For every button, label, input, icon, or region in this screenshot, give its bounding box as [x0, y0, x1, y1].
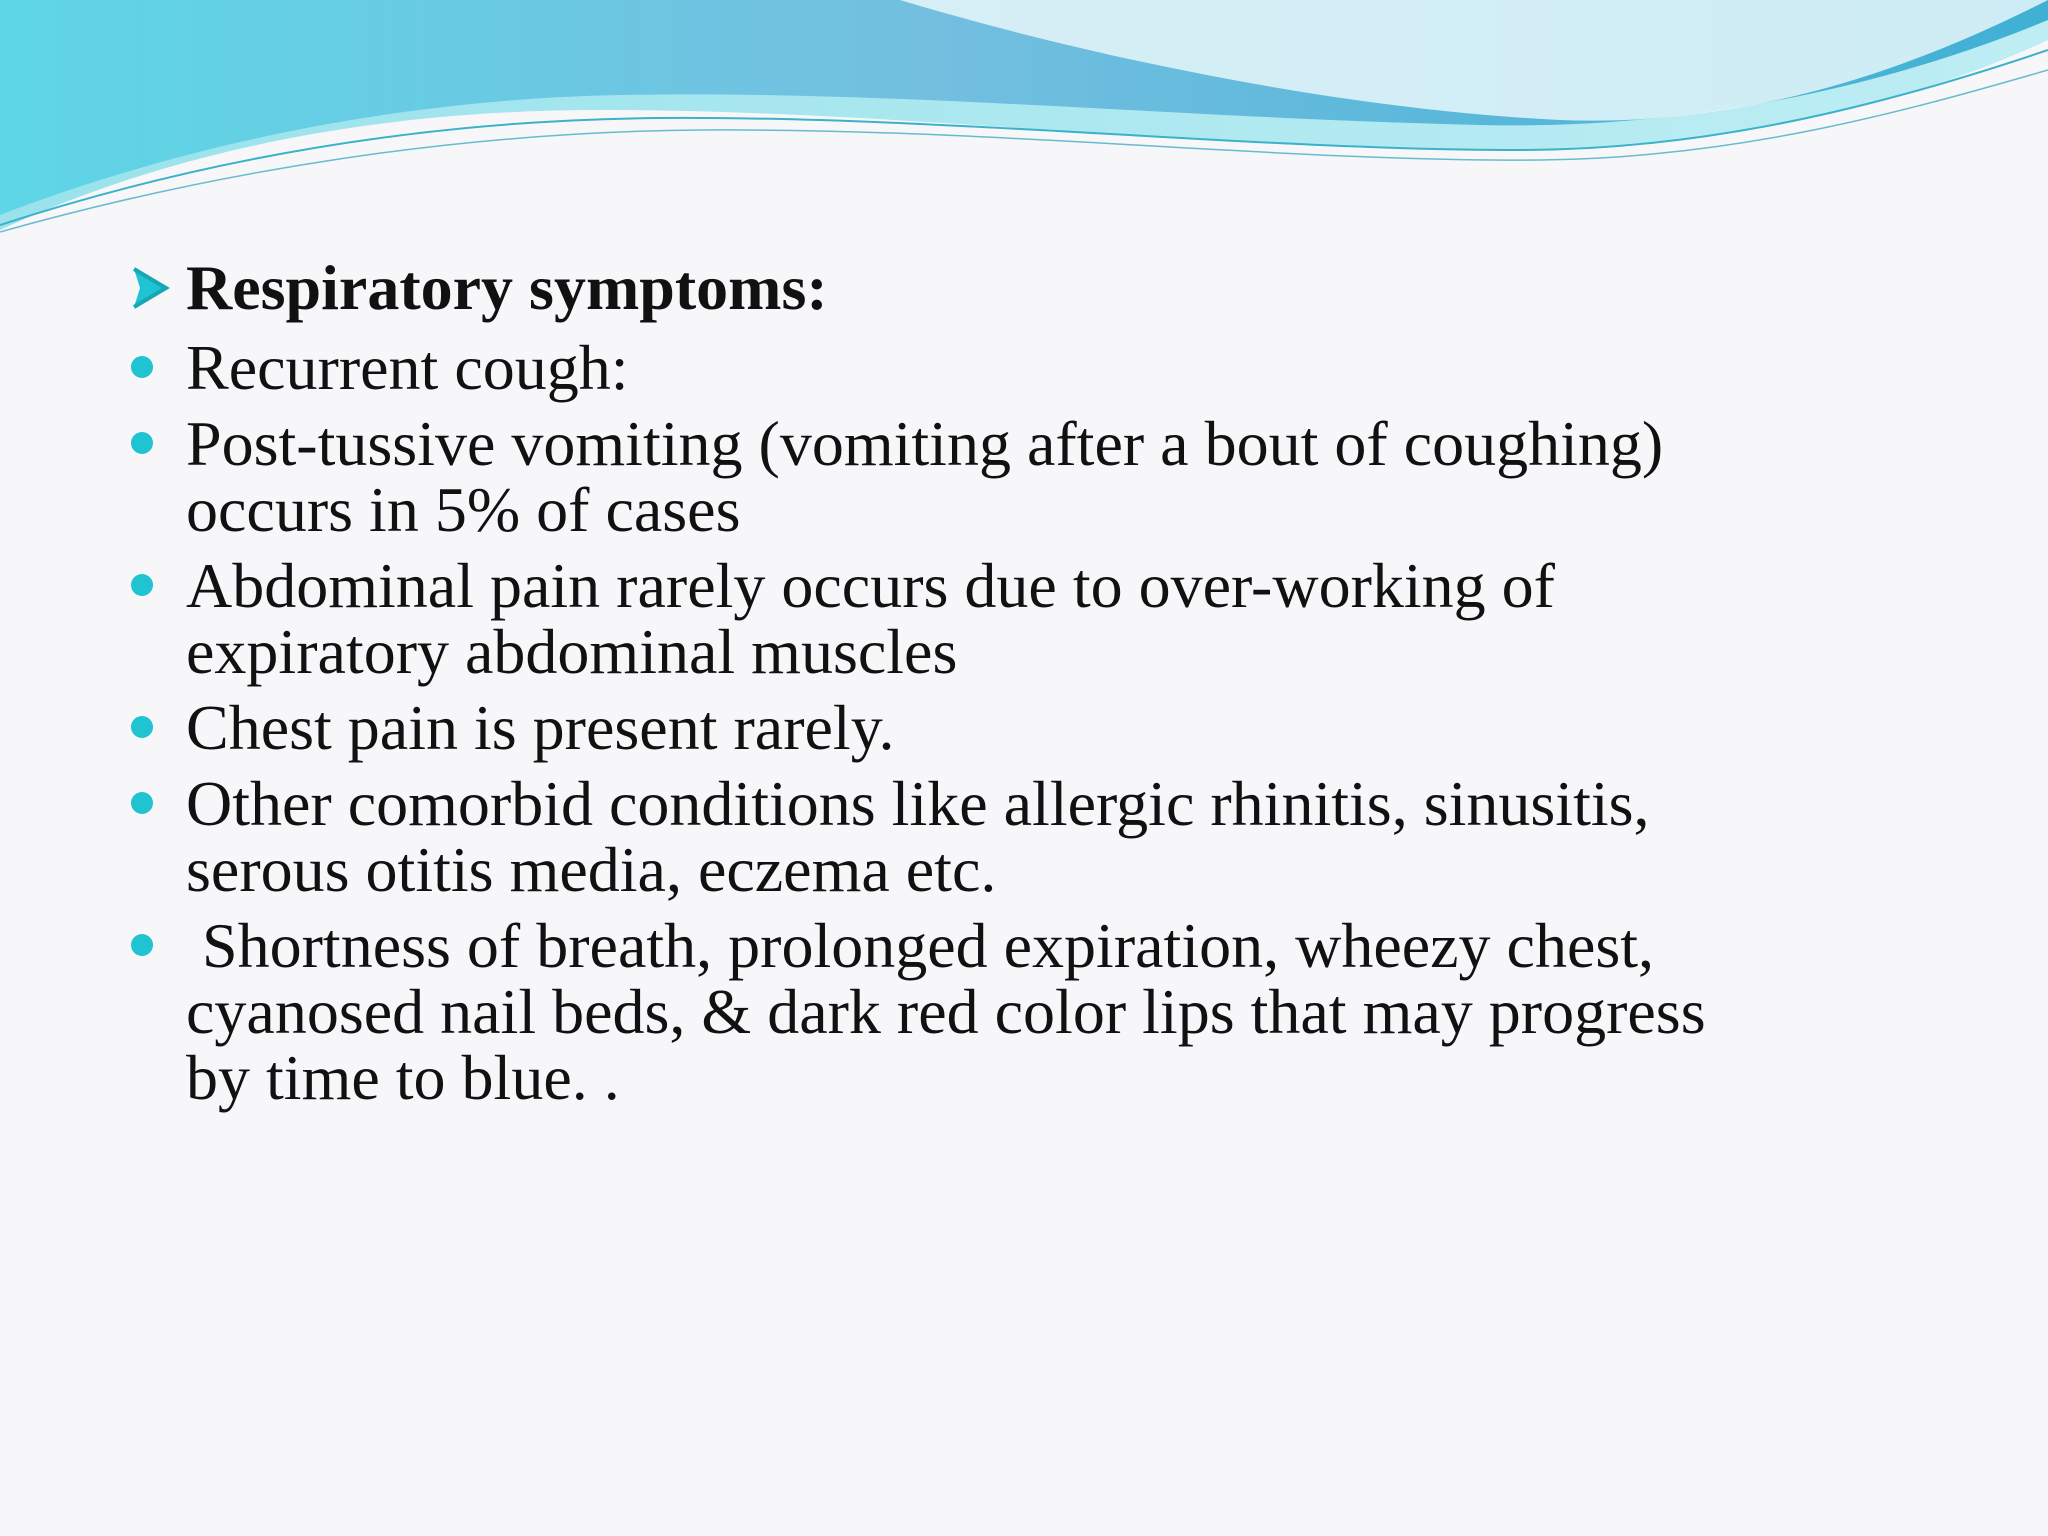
bullet-item — [130, 550, 1930, 687]
bullet-line: Recurrent cough: — [186, 332, 629, 403]
bullet-item — [130, 332, 1930, 403]
bullet-item — [130, 692, 1930, 763]
bullet-item — [130, 768, 1930, 905]
heading-text: Respiratory symptoms: — [186, 252, 828, 323]
bullet-line: Chest pain is present rarely. — [186, 692, 895, 763]
bullet-line: expiratory abdominal muscles — [186, 616, 958, 687]
dot-bullet-icon — [130, 771, 170, 837]
bullet-items — [130, 332, 1930, 1113]
bullet-line: occurs in 5% of cases — [186, 474, 741, 545]
bullet-line: Abdominal pain rarely occurs due to over-working of — [186, 550, 1555, 621]
bullet-item — [130, 408, 1930, 545]
dot-bullet-icon — [130, 913, 170, 979]
dot-bullet-icon — [130, 335, 170, 401]
bullet-line: Post-tussive vomiting (vomiting after a bout of coughing) — [186, 408, 1664, 479]
dot-bullet-icon — [130, 695, 170, 761]
bullet-list — [130, 252, 1930, 1121]
dot-bullet-icon — [130, 411, 170, 477]
decorative-wave-banner — [0, 0, 2048, 240]
bullet-line: by time to blue. . — [186, 1042, 620, 1113]
heading-item — [130, 252, 1930, 323]
dot-bullet-icon — [130, 553, 170, 619]
arrow-bullet-icon — [130, 255, 170, 321]
bullet-line: Shortness of breath, prolonged expiration, wheezy chest, — [186, 910, 1655, 981]
bullet-line: serous otitis media, eczema etc. — [186, 834, 997, 905]
bullet-line: Other comorbid conditions like allergic rhinitis, sinusitis, — [186, 768, 1650, 839]
bullet-line: cyanosed nail beds, & dark red color lips that may progress — [186, 976, 1706, 1047]
bullet-item — [130, 910, 1930, 1113]
